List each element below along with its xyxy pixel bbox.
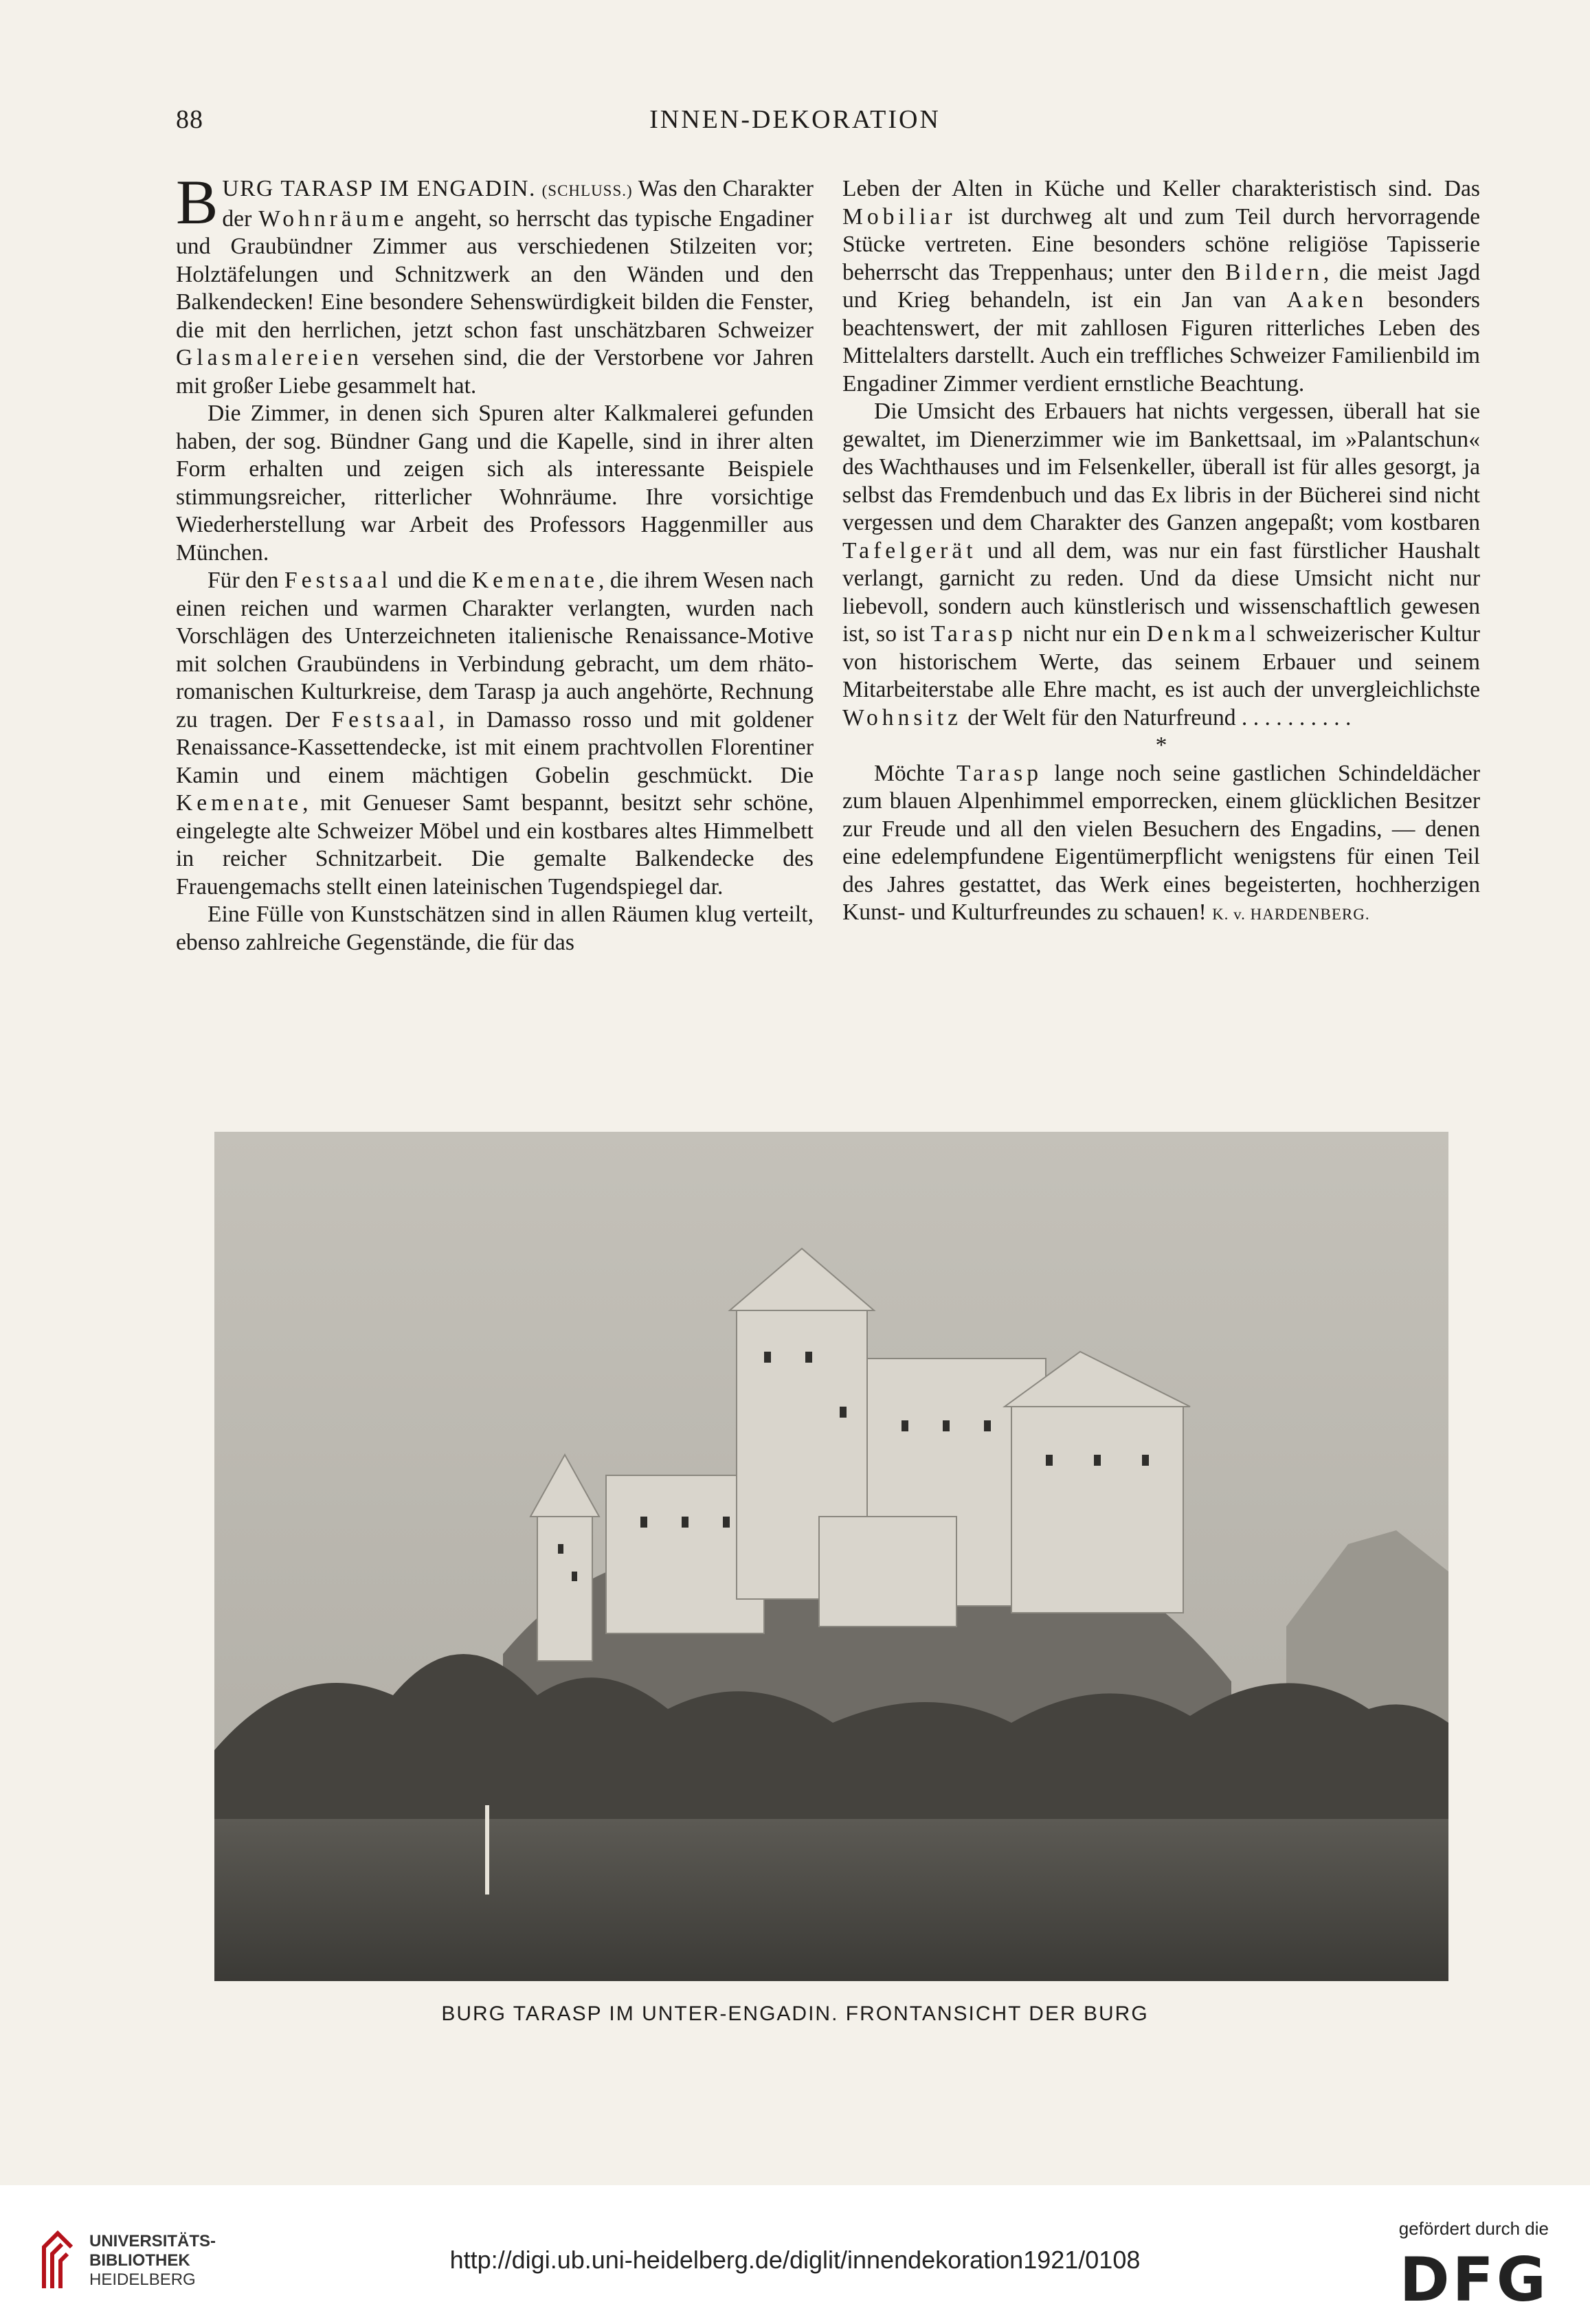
- title-note: (SCHLUSS.): [541, 182, 633, 199]
- dfg-logo: DFG: [1399, 2244, 1549, 2315]
- article-title: URG TARASP IM ENGADIN.: [222, 176, 536, 201]
- paragraph: Die Zimmer, in denen sich Spuren alter Kalkmalerei gefunden haben, der sog. Bündner Gang und die Kapelle, sind in ihrer alten Form erhalten und zeigen sich als interessante Beispiele stimmungsreicher, ritterlicher Wohnräume. Ihre vorsichtige Wiederherstellung war Arbeit des Professors Haggenmiller aus München.: [176, 401, 814, 566]
- sponsor-note: gefördert durch die: [1398, 2218, 1549, 2239]
- paragraph: BURG TARASP IM ENGADIN. (SCHLUSS.) Was den Charakter der Wohnräume angeht, so herrscht das typische Engadiner und Graubündner Zimmer aus verschiedenen Stilzeiten vor; Holztäfelungen und Schnitzwerk an den Wänden und den Balkendecken! Eine besondere Sehenswürdigkeit bilden die Fenster, die mit den herrlichen, jetzt schon fast unschätzbaren Schweizer Glasmalereien versehen sind, die der Verstorbene vor Jahren mit großer Liebe gesammelt hat.: [176, 167, 814, 399]
- paragraph: Leben der Alten in Küche und Keller charakteristisch sind. Das Mobiliar ist durchweg alt und zum Teil durch hervorragende Stücke vertreten. Eine besonders schöne religiöse Tapisserie beherrscht das Treppenhaus; unter den Bildern, die meist Jagd und Krieg behandeln, ist ein Jan van Aaken besonders beachtenswert, der mit zahllosen Figuren ritterliches Leben des Mittelalters darstellt. Auch ein treffliches Schweizer Familienbild im Engadiner Zimmer verdient ernstliche Beachtung.: [842, 176, 1480, 396]
- paragraph: Für den Festsaal und die Kemenate, die ihrem Wesen nach einen reichen und warmen Charakter verlangten, wurden nach Vorschlägen des Unterzeichneten italienische Renaissance-Motive mit solchen Graubündens in Verbindung gebracht, um dem rhäto-romanischen Kulturkreise, dem Tarasp ja auch angehörte, Rechnung zu tragen. Der Festsaal, in Damasso rosso und mit goldener Renaissance-Kassettendecke, ist mit einem prachtvollen Florentiner Kamin und einem mächtigen Gobelin geschmückt. Die Kemenate, mit Genueser Samt bespannt, besitzt sehr schöne, eingelegte alte Schweizer Möbel und ein kostbares altes Himmelbett in reicher Schnitzarbeit. Die gemalte Balkendecke des Frauengemachs stellt einen lateinischen Tugendspiegel dar.: [176, 568, 814, 900]
- text-column-left: [176, 167, 814, 957]
- castle-illustration: [214, 1132, 1448, 1981]
- text-column-right: [842, 175, 1480, 929]
- running-head: INNEN-DEKORATION: [649, 105, 941, 134]
- digitization-footer: [0, 2185, 1590, 2324]
- drop-cap: B: [176, 167, 219, 237]
- paragraph: Eine Fülle von Kunstschätzen sind in allen Räumen klug verteilt, ebenso zahlreiche Gegenstände, die für das: [176, 902, 814, 955]
- figure-caption: BURG TARASP IM UNTER-ENGADIN. FRONTANSICHT DER BURG: [441, 2002, 1149, 2025]
- section-separator: *: [1155, 733, 1167, 758]
- page-number: 88: [176, 105, 203, 134]
- permalink-url[interactable]: http://digi.ub.uni-heidelberg.de/diglit/innendekoration1921/0108: [449, 2246, 1141, 2274]
- paragraph: Möchte Tarasp lange noch seine gastlichen Schindeldächer zum blauen Alpenhimmel emporrecken, einem glücklichen Besitzer zur Freude und all den vielen Besuchern des Engadins, — denen eine edelempfundene Eigentümerpflicht wenigstens für einen Teil des Jahres gestattet, das Werk eines begeisterten, hochherzigen Kunst- und Kulturfreundes zu schauen! K. v. HARDENBERG.: [842, 760, 1481, 925]
- paragraph: Die Umsicht des Erbauers hat nichts vergessen, überall hat sie gewaltet, im Dienerzimmer wie im Bankettsaal, im »Palantschun« des Wachthauses und im Felsenkeller, überall ist für alles gesorgt, ja selbst das Fremdenbuch und das Ex libris in der Bücherei sind nicht vergessen und dem Charakter des Ganzen angepaßt; vom kostbaren Tafelgerät und all dem, was nur ein fast fürstlicher Haushalt verlangt, garnicht zu reden. Und da diese Umsicht nicht nur liebevoll, sondern auch künstlerisch und wissenschaftlich gewesen ist, so ist Tarasp nicht nur ein Denkmal schweizerischer Kultur von historischem Werte, das seinem Erbauer und seinem Mitarbeiterstabe alle Ehre macht, es ist auch der unvergleichlichste Wohnsitz der Welt für den Naturfreund . . . . . . . . . .: [842, 399, 1480, 730]
- author-signature: K. v. HARDENBERG.: [1212, 906, 1370, 923]
- castle-photograph: [214, 1132, 1448, 1981]
- library-name: UNIVERSITÄTS- BIBLIOTHEK HEIDELBERG: [89, 2232, 216, 2289]
